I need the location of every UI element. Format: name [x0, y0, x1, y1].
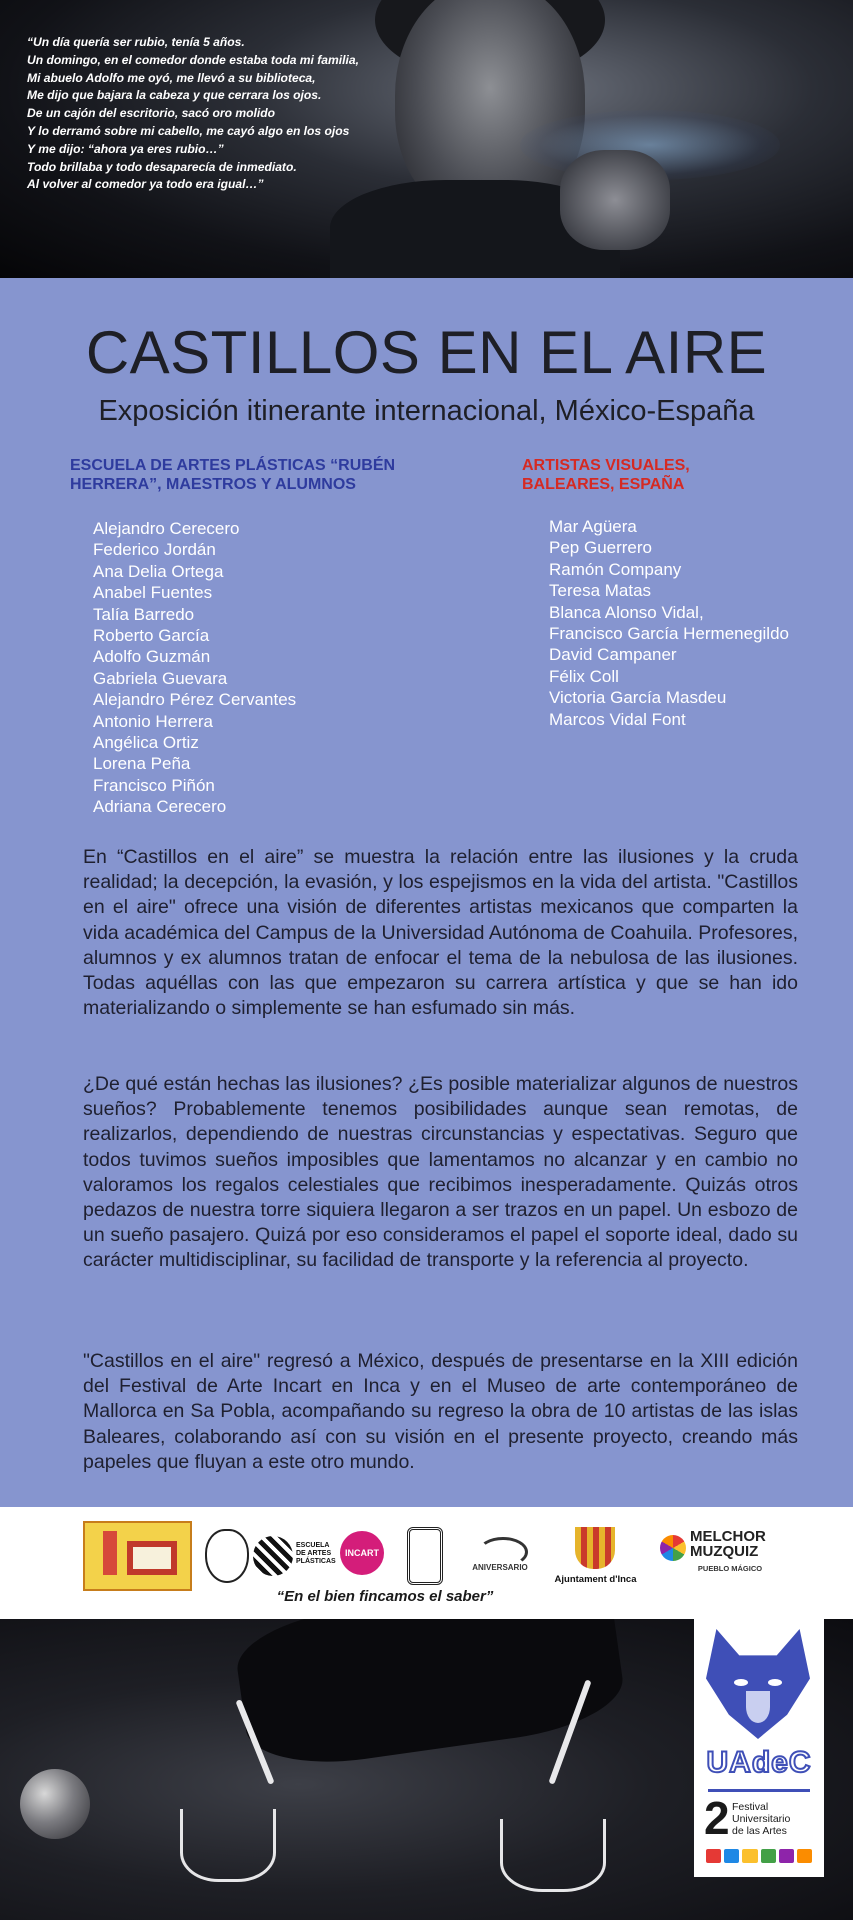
poem-line: Y lo derramó sobre mi cabello, me cayó algo en los ojos	[27, 123, 350, 138]
festival-art-icons	[706, 1849, 812, 1863]
page-subtitle: Exposición itinerante internacional, México-España	[98, 395, 755, 427]
artist-name: David Campaner	[549, 645, 677, 665]
shield-logo	[407, 1527, 443, 1585]
melchor-line: MELCHOR	[690, 1528, 766, 1545]
festival-line: Festival	[732, 1801, 769, 1813]
ajuntament-inca-label: Ajuntament d'Inca	[554, 1574, 637, 1585]
festival-number: 2	[704, 1792, 730, 1844]
left-heading-line: HERRERA”, MAESTROS Y ALUMNOS	[70, 476, 356, 493]
right-heading-line: ARTISTAS VISUALES,	[522, 457, 690, 474]
left-artist-list	[93, 518, 296, 818]
artist-name: Roberto García	[93, 626, 210, 646]
body-paragraph: "Castillos en el aire" regresó a México, después de presentarse en la XIII edición del Festival de Arte Incart en Inca y en el Museo de arte contemporáneo de Mallorca en Sa Pobla, acompañando su regreso la obra de 10 artistas de las islas Baleares, colaborando así con su visión en el presente proyecto, creando más papeles que fluyan a este otro mundo.	[83, 1350, 798, 1473]
ajuntament-inca-shield	[575, 1527, 615, 1569]
left-heading-line: ESCUELA DE ARTES PLÁSTICAS “RUBÉN	[70, 457, 396, 474]
motto: “En el bien fincamos el saber”	[276, 1588, 494, 1605]
poem-line: De un cajón del escritorio, sacó oro molido	[27, 106, 275, 121]
artist-name: Alejandro Cerecero	[93, 519, 240, 538]
poem-line: Un domingo, en el comedor donde estaba toda mi familia,	[27, 52, 359, 67]
right-column-heading	[522, 456, 762, 494]
poem-line: Me dijo que bajara la cabeza y que cerrara los ojos.	[27, 88, 322, 103]
melchor-muzquiz-label	[690, 1529, 770, 1559]
artwork-sphere	[20, 1769, 90, 1839]
body-paragraph: En “Castillos en el aire” se muestra la relación entre las ilusiones y la cruda realidad; la decepción, la evasión, y los espejismos en la vida del artista. "Castillos en el aire" ofrece una visión de diferentes artistas mexicanos que comparten la vida académica del Campus de la Universidad Autónoma de Coahuila. Profesores, alumnos y ex alumnos tratan de enfocar el tema de la nebulosa de las ilusiones. Todas aquéllas con las que empezaron su carrera artística y que se han ido materializando o simplemente se han esfumado sin más.	[83, 846, 798, 1020]
artist-name: Mar Agüera	[549, 517, 637, 536]
poem-line: Al volver al comedor ya todo era igual…”	[27, 177, 264, 192]
artist-name: Francisco Piñón	[93, 775, 215, 795]
melchor-line: MUZQUIZ	[690, 1543, 759, 1560]
artist-name: Anabel Fuentes	[93, 583, 213, 603]
festival-line: Universitario	[732, 1813, 791, 1825]
aniversario-label: ANIVERSARIO	[472, 1563, 528, 1572]
uadec-wordmark: UAdeC	[702, 1746, 816, 1780]
melchor-muzquiz-flower-icon	[660, 1535, 686, 1561]
artist-name: Marcos Vidal Font	[549, 709, 686, 729]
escuela-artes-label: ESCUELA DE ARTES PLÁSTICAS	[296, 1542, 336, 1565]
poem-line: “Un día quería ser rubio, tenía 5 años.	[27, 35, 245, 49]
university-crest-logo	[205, 1529, 249, 1583]
right-heading-line: BALEARES, ESPAÑA	[522, 476, 685, 493]
artwork-skeleton-hand	[180, 1809, 276, 1882]
artist-name: Adolfo Guzmán	[93, 647, 211, 667]
artwork-dark-shape	[231, 1619, 628, 1775]
artist-name: Antonio Herrera	[93, 711, 214, 731]
artist-name: Félix Coll	[549, 666, 619, 686]
aniversario-logo	[466, 1537, 534, 1575]
artist-name: Pep Guerrero	[549, 538, 652, 558]
artwork-skeleton-hand	[500, 1819, 606, 1892]
page-title: CASTILLOS EN EL AIRE	[85, 319, 768, 386]
artist-name: Francisco García Hermenegildo	[549, 624, 789, 644]
wolf-icon	[706, 1629, 810, 1739]
festival-line: de las Artes	[732, 1825, 787, 1837]
festival-title	[732, 1801, 820, 1837]
poem-line: Y me dijo: “ahora ya eres rubio…”	[27, 141, 224, 156]
top-artwork	[0, 0, 853, 278]
pueblo-magico-label: PUEBLO MÁGICO	[697, 1564, 763, 1573]
poem-line: Todo brillaba y todo desaparecía de inmediato.	[27, 159, 297, 174]
festival-badge	[694, 1619, 824, 1877]
artwork-hand	[560, 150, 670, 250]
artist-name: Victoria García Masdeu	[549, 688, 727, 708]
artist-name: Blanca Alonso Vidal,	[549, 602, 704, 622]
artist-name: Angélica Ortiz	[93, 733, 199, 753]
artist-name: Gabriela Guevara	[93, 668, 228, 688]
artist-name: Talía Barredo	[93, 604, 195, 624]
poem-line: Mi abuelo Adolfo me oyó, me llevó a su biblioteca,	[27, 70, 316, 85]
artist-name: Alejandro Pérez Cervantes	[93, 690, 297, 710]
body-paragraph: ¿De qué están hechas las ilusiones? ¿Es posible materializar algunos de nuestros sueños? Probablemente tenemos posibilidades aunque sean remotas, de realizarlos, dependiendo de nuestras circunstancias y espectativas. Seguro que todos tuvimos sueños imposibles que lamentamos no alcanzar y en cambio no valoramos los regalos celestiales que recibimos inesperadamente. Quizás otros pedazos de nuestra torre siquiera llegaron a ser trazos en un papel. Un esbozo de un sueño pasajero. Quizá por eso consideramos el papel el soporte ideal, dado su carácter multidisciplinar, su facilidad de transporte y la referencia al proyecto.	[83, 1073, 798, 1272]
escuela-building-logo	[83, 1521, 192, 1591]
artist-name: Adriana Cerecero	[93, 797, 227, 817]
incart-logo: INCART	[340, 1531, 384, 1575]
poem	[27, 34, 359, 194]
left-column-heading	[70, 456, 470, 494]
artist-name: Ramón Company	[549, 559, 682, 579]
artist-name: Federico Jordán	[93, 540, 216, 560]
artist-name: Lorena Peña	[93, 754, 191, 774]
right-artist-list	[549, 516, 789, 730]
escuela-artes-logo	[253, 1536, 293, 1576]
artist-name: Ana Delia Ortega	[93, 561, 224, 581]
artist-name: Teresa Matas	[549, 581, 652, 601]
